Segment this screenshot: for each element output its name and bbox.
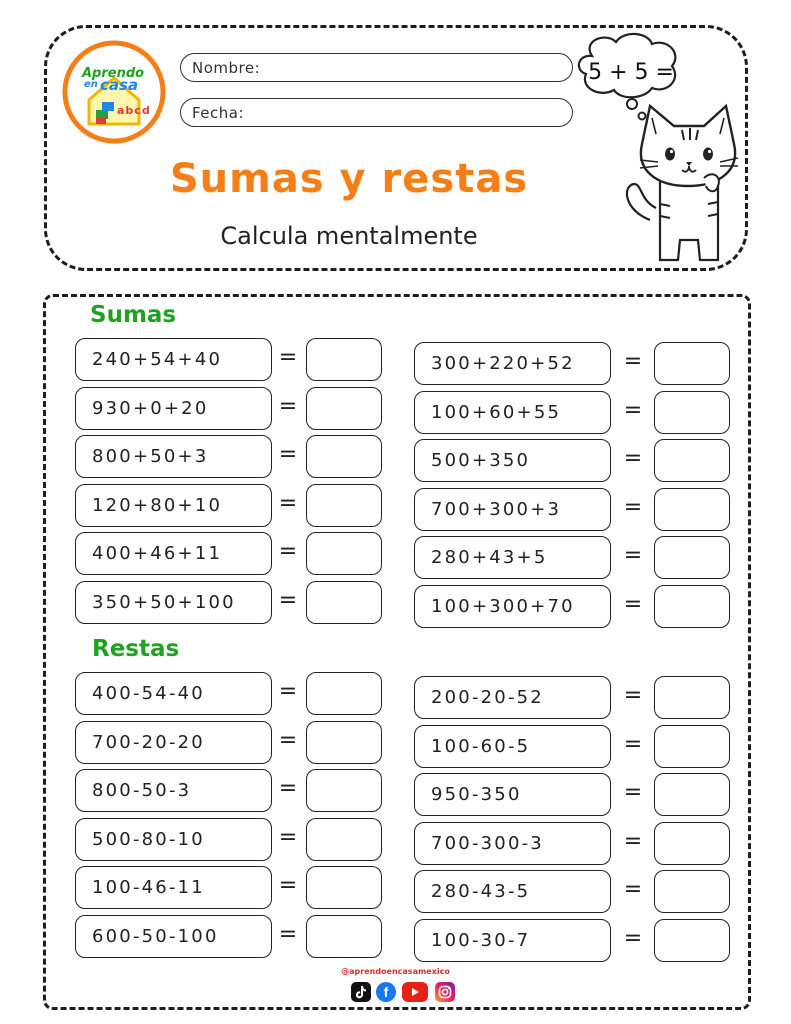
answer-box[interactable] xyxy=(654,822,730,865)
equals-sign: = xyxy=(278,728,298,753)
expression-box: 200-20-52 xyxy=(414,676,611,719)
expression-box: 700+300+3 xyxy=(414,488,611,531)
answer-box[interactable] xyxy=(654,342,730,385)
equals-sign: = xyxy=(623,877,643,902)
cat-illustration xyxy=(620,100,750,270)
answer-box[interactable] xyxy=(654,870,730,913)
social-handle: @aprendoencasamexico xyxy=(341,967,450,976)
page-title: Sumas y restas xyxy=(169,156,529,202)
answer-box[interactable] xyxy=(654,536,730,579)
equals-sign: = xyxy=(623,543,643,568)
section-heading-restas: Restas xyxy=(92,636,180,662)
equals-sign: = xyxy=(623,780,643,805)
name-label: Nombre: xyxy=(192,58,261,77)
expression-box: 500+350 xyxy=(414,439,611,482)
answer-box[interactable] xyxy=(654,439,730,482)
equals-sign: = xyxy=(623,926,643,951)
answer-box[interactable] xyxy=(654,676,730,719)
expression-box: 400-54-40 xyxy=(75,672,272,715)
answer-box[interactable] xyxy=(306,532,382,575)
answer-box[interactable] xyxy=(306,435,382,478)
expression-box: 700-20-20 xyxy=(75,721,272,764)
answer-box[interactable] xyxy=(654,391,730,434)
equals-sign: = xyxy=(278,922,298,947)
equals-sign: = xyxy=(623,732,643,757)
date-field[interactable] xyxy=(180,98,573,127)
expression-box: 500-80-10 xyxy=(75,818,272,861)
answer-box[interactable] xyxy=(306,818,382,861)
answer-box[interactable] xyxy=(306,672,382,715)
expression-box: 700-300-3 xyxy=(414,822,611,865)
equals-sign: = xyxy=(623,592,643,617)
youtube-icon[interactable] xyxy=(402,982,428,1002)
section-heading-sumas: Sumas xyxy=(90,302,177,328)
answer-box[interactable] xyxy=(306,721,382,764)
expression-box: 800+50+3 xyxy=(75,435,272,478)
answer-box[interactable] xyxy=(306,769,382,812)
bubble-text: 5 + 5 = xyxy=(588,60,674,85)
logo-letters: abcd xyxy=(117,104,151,117)
expression-box: 100+300+70 xyxy=(414,585,611,628)
expression-box: 300+220+52 xyxy=(414,342,611,385)
expression-box: 800-50-3 xyxy=(75,769,272,812)
answer-box[interactable] xyxy=(654,919,730,962)
equals-sign: = xyxy=(278,345,298,370)
expression-box: 350+50+100 xyxy=(75,581,272,624)
equals-sign: = xyxy=(278,491,298,516)
page-subtitle: Calcula mentalmente xyxy=(220,222,478,250)
expression-box: 100-60-5 xyxy=(414,725,611,768)
expression-box: 400+46+11 xyxy=(75,532,272,575)
answer-box[interactable] xyxy=(654,488,730,531)
equals-sign: = xyxy=(278,588,298,613)
equals-sign: = xyxy=(278,679,298,704)
logo-text-en: en xyxy=(84,79,98,90)
equals-sign: = xyxy=(278,825,298,850)
expression-box: 120+80+10 xyxy=(75,484,272,527)
logo xyxy=(62,40,166,144)
name-field[interactable] xyxy=(180,53,573,82)
expression-box: 240+54+40 xyxy=(75,338,272,381)
expression-box: 280+43+5 xyxy=(414,536,611,579)
equals-sign: = xyxy=(623,398,643,423)
logo-text-casa: casa xyxy=(100,76,139,94)
instagram-icon[interactable] xyxy=(435,982,455,1002)
equals-sign: = xyxy=(623,349,643,374)
equals-sign: = xyxy=(278,442,298,467)
answer-box[interactable] xyxy=(306,484,382,527)
expression-box: 100-46-11 xyxy=(75,866,272,909)
expression-box: 280-43-5 xyxy=(414,870,611,913)
logo-text-aprendo: Aprendo xyxy=(82,66,145,81)
answer-box[interactable] xyxy=(654,585,730,628)
tiktok-icon[interactable] xyxy=(351,982,371,1002)
expression-box: 930+0+20 xyxy=(75,387,272,430)
expression-box: 950-350 xyxy=(414,773,611,816)
answer-box[interactable] xyxy=(306,581,382,624)
equals-sign: = xyxy=(278,394,298,419)
facebook-icon[interactable]: f xyxy=(376,982,396,1002)
answer-box[interactable] xyxy=(306,915,382,958)
equals-sign: = xyxy=(278,873,298,898)
answer-box[interactable] xyxy=(306,338,382,381)
answer-box[interactable] xyxy=(654,773,730,816)
equals-sign: = xyxy=(623,829,643,854)
equals-sign: = xyxy=(623,446,643,471)
answer-box[interactable] xyxy=(306,866,382,909)
equals-sign: = xyxy=(623,495,643,520)
answer-box[interactable] xyxy=(654,725,730,768)
date-label: Fecha: xyxy=(192,103,245,122)
expression-box: 100-30-7 xyxy=(414,919,611,962)
expression-box: 100+60+55 xyxy=(414,391,611,434)
expression-box: 600-50-100 xyxy=(75,915,272,958)
equals-sign: = xyxy=(623,683,643,708)
cat-icon xyxy=(620,100,750,270)
equals-sign: = xyxy=(278,539,298,564)
answer-box[interactable] xyxy=(306,387,382,430)
equals-sign: = xyxy=(278,776,298,801)
